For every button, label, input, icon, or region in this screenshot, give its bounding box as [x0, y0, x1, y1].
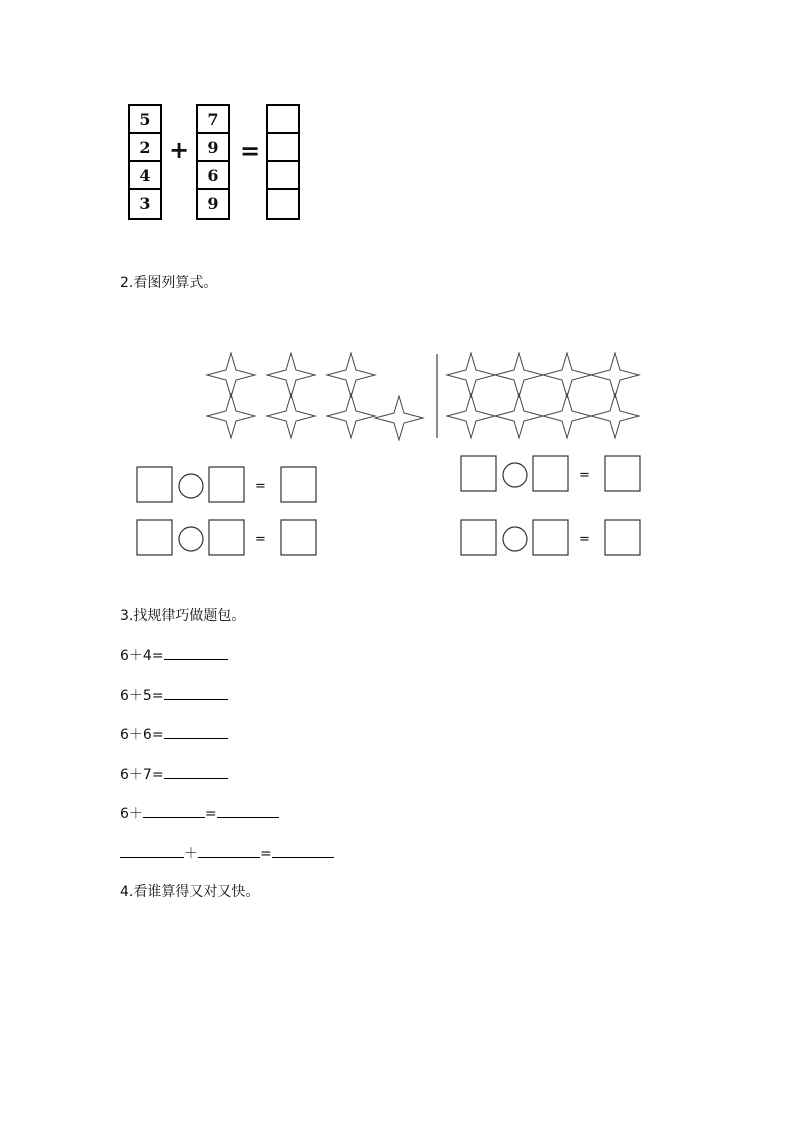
answer-box: [533, 520, 568, 555]
answer-blank[interactable]: [198, 845, 260, 858]
equals-sign: =: [240, 137, 261, 165]
pattern-line: [120, 685, 228, 705]
expression: 6＋6=: [120, 727, 164, 743]
answer-blank[interactable]: [164, 647, 228, 660]
answer-box: [461, 520, 496, 555]
left-star-group: [207, 353, 423, 440]
answer-box: [461, 456, 496, 491]
digit-cell: 2: [130, 134, 160, 162]
pattern-line: [120, 803, 279, 823]
equals-sign: =: [255, 479, 266, 494]
equation-row-left-1: [137, 467, 316, 502]
equation-row-left-2: [137, 520, 316, 555]
expression: 6＋4=: [120, 648, 164, 664]
operator-circle: [503, 527, 527, 551]
equals-sign: =: [579, 468, 590, 483]
equals-sign: =: [255, 532, 266, 547]
answer-box: [281, 520, 316, 555]
star-icon: [375, 396, 423, 440]
equation-row-right-2: [461, 520, 640, 555]
answer-box: [281, 467, 316, 502]
digit-cell: 7: [198, 106, 228, 134]
pattern-line: [120, 843, 334, 863]
section-4-title: 4.看谁算得又对又快。: [120, 884, 260, 900]
section-3-title: 3.找规律巧做题包。: [120, 608, 246, 624]
star-icon: [543, 353, 591, 397]
star-icon: [543, 394, 591, 438]
star-icon: [447, 353, 495, 397]
star-icon: [207, 394, 255, 438]
answer-box: [137, 467, 172, 502]
answer-blank[interactable]: [120, 845, 184, 858]
pattern-line: [120, 764, 228, 784]
plus-sign: +: [169, 136, 190, 164]
plus-sign: ＋: [184, 846, 198, 862]
answer-blank[interactable]: [164, 766, 228, 779]
section-2-title: 2.看图列算式。: [120, 275, 218, 291]
expression: 6＋5=: [120, 688, 164, 704]
pattern-line: [120, 724, 228, 744]
answer-blank[interactable]: [164, 726, 228, 739]
star-icon: [267, 394, 315, 438]
answer-blank[interactable]: [143, 805, 205, 818]
expression-prefix: 6＋: [120, 806, 143, 822]
digit-cell: 6: [198, 162, 228, 190]
answer-blank[interactable]: [164, 687, 228, 700]
answer-box: [605, 456, 640, 491]
digit-cell: 4: [130, 162, 160, 190]
operator-circle: [179, 527, 203, 551]
digit-cell: 3: [139, 194, 151, 213]
answer-box: [137, 520, 172, 555]
digit-cell: 5: [130, 106, 160, 134]
star-icon: [495, 394, 543, 438]
answer-box: [533, 456, 568, 491]
answer-box: [605, 520, 640, 555]
answer-blank[interactable]: [217, 805, 279, 818]
equals-sign: =: [204, 806, 217, 822]
operator-circle: [179, 474, 203, 498]
answer-box: [209, 467, 244, 502]
equals-sign: =: [260, 846, 272, 862]
equation-row-right-1: [461, 456, 640, 491]
star-icon: [591, 353, 639, 397]
expression: 6＋7=: [120, 767, 164, 783]
star-icon: [207, 353, 255, 397]
star-icon: [495, 353, 543, 397]
star-icon: [267, 353, 315, 397]
equals-sign: =: [579, 532, 590, 547]
operator-circle: [503, 463, 527, 487]
right-star-group: [447, 353, 639, 438]
star-icon: [591, 394, 639, 438]
star-icon: [327, 353, 375, 397]
digit-cell: 9: [207, 194, 219, 213]
answer-blank[interactable]: [272, 845, 334, 858]
pattern-line: [120, 645, 228, 665]
answer-box: [209, 520, 244, 555]
digit-cell: 9: [198, 134, 228, 162]
star-icon: [447, 394, 495, 438]
star-icon: [327, 394, 375, 438]
